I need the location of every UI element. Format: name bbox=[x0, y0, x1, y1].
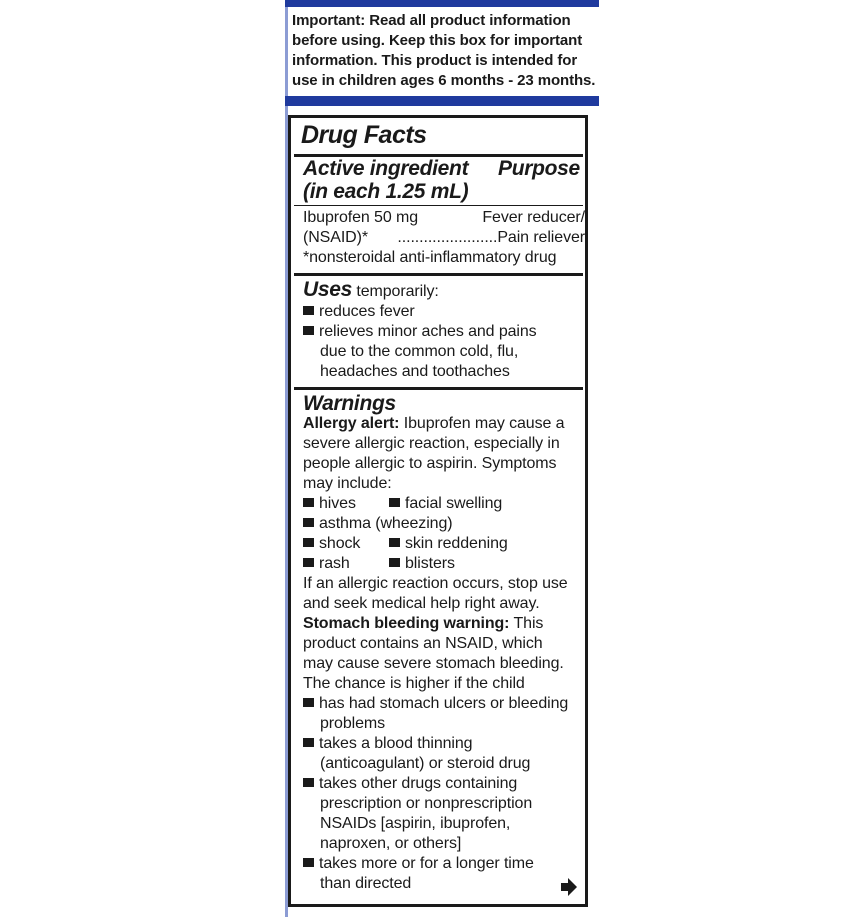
active-ingredient-heading bbox=[303, 157, 468, 203]
ingredient-class: (NSAID)* bbox=[303, 229, 368, 246]
ingredient-name: Ibuprofen 50 mg bbox=[303, 209, 419, 226]
active-heading-line: (in each 1.25 mL) bbox=[303, 180, 469, 203]
condition-continued: (anticoagulant) or steroid drug bbox=[320, 755, 531, 772]
active-heading-line: Active ingredient bbox=[303, 157, 469, 180]
purpose-line: Fever reducer/ bbox=[482, 209, 585, 226]
leader-dots: ....................... bbox=[397, 229, 498, 246]
bullet-icon bbox=[303, 858, 314, 867]
condition: takes other drugs containing bbox=[319, 775, 518, 792]
active-ingredient-block bbox=[303, 208, 585, 268]
symptom: blisters bbox=[405, 555, 455, 572]
important-line: before using. Keep this box for important bbox=[292, 32, 583, 49]
purpose-heading: Purpose bbox=[498, 157, 580, 180]
symptom: hives bbox=[319, 495, 356, 512]
bullet-icon bbox=[303, 538, 314, 547]
condition-continued: naproxen, or others] bbox=[320, 835, 462, 852]
symptom: shock bbox=[319, 535, 361, 552]
bullet-icon bbox=[389, 538, 400, 547]
stomach-warning-label: Stomach bleeding warning: bbox=[303, 615, 510, 632]
use-item-continued: due to the common cold, flu, bbox=[320, 343, 519, 360]
warnings-section bbox=[303, 394, 585, 894]
heading-rule bbox=[294, 205, 583, 206]
use-item: reduces fever bbox=[319, 303, 415, 320]
bullet-icon bbox=[303, 518, 314, 527]
bullet-icon bbox=[303, 498, 314, 507]
use-item-continued: headaches and toothaches bbox=[320, 363, 510, 380]
drug-facts-panel bbox=[285, 0, 599, 917]
stomach-text: This bbox=[513, 615, 544, 632]
uses-section bbox=[303, 280, 585, 382]
condition-continued: than directed bbox=[320, 875, 412, 892]
uses-intro: temporarily: bbox=[356, 283, 439, 300]
bullet-icon bbox=[303, 558, 314, 567]
symptom: skin reddening bbox=[405, 535, 508, 552]
bullet-icon bbox=[303, 738, 314, 747]
allergy-text: Ibuprofen may cause a bbox=[403, 415, 565, 432]
use-item: relieves minor aches and pains bbox=[319, 323, 537, 340]
condition-continued: NSAIDs [aspirin, ibuprofen, bbox=[320, 815, 511, 832]
stomach-line: product contains an NSAID, which bbox=[303, 635, 543, 652]
symptom: rash bbox=[319, 555, 350, 572]
bullet-icon bbox=[389, 558, 400, 567]
allergy-alert-label: Allergy alert: bbox=[303, 415, 400, 432]
warnings-rule bbox=[294, 387, 583, 390]
top-blue-band bbox=[285, 0, 599, 7]
condition: has had stomach ulcers or bleeding bbox=[319, 695, 569, 712]
condition: takes a blood thinning bbox=[319, 735, 473, 752]
uses-heading: Uses bbox=[303, 278, 353, 301]
important-notice bbox=[292, 11, 596, 91]
bullet-icon bbox=[303, 778, 314, 787]
allergy-line: may include: bbox=[303, 475, 392, 492]
stomach-line: The chance is higher if the child bbox=[303, 675, 525, 692]
important-line: information. This product is intended for bbox=[292, 52, 578, 69]
drug-facts-title: Drug Facts bbox=[301, 121, 427, 149]
condition-continued: problems bbox=[320, 715, 386, 732]
bullet-icon bbox=[303, 698, 314, 707]
symptom: asthma (wheezing) bbox=[319, 515, 453, 532]
allergy-line: people allergic to aspirin. Symptoms bbox=[303, 455, 557, 472]
continue-arrow-icon bbox=[561, 878, 577, 896]
important-line: Important: Read all product information bbox=[292, 12, 571, 29]
symptom: facial swelling bbox=[405, 495, 503, 512]
reaction-line: If an allergic reaction occurs, stop use bbox=[303, 575, 568, 592]
uses-rule bbox=[294, 273, 583, 276]
stomach-line: may cause severe stomach bleeding. bbox=[303, 655, 564, 672]
condition: takes more or for a longer time bbox=[319, 855, 534, 872]
warnings-heading: Warnings bbox=[303, 392, 396, 415]
condition-continued: prescription or nonprescription bbox=[320, 795, 533, 812]
bullet-icon bbox=[389, 498, 400, 507]
reaction-line: and seek medical help right away. bbox=[303, 595, 540, 612]
footnote: *nonsteroidal anti-inflammatory drug bbox=[303, 249, 557, 266]
bullet-icon bbox=[303, 326, 314, 335]
purpose-line: Pain reliever bbox=[497, 229, 585, 246]
important-line: use in children ages 6 months - 23 months. bbox=[292, 72, 596, 89]
bullet-icon bbox=[303, 306, 314, 315]
allergy-line: severe allergic reaction, especially in bbox=[303, 435, 560, 452]
middle-blue-band bbox=[285, 96, 599, 106]
